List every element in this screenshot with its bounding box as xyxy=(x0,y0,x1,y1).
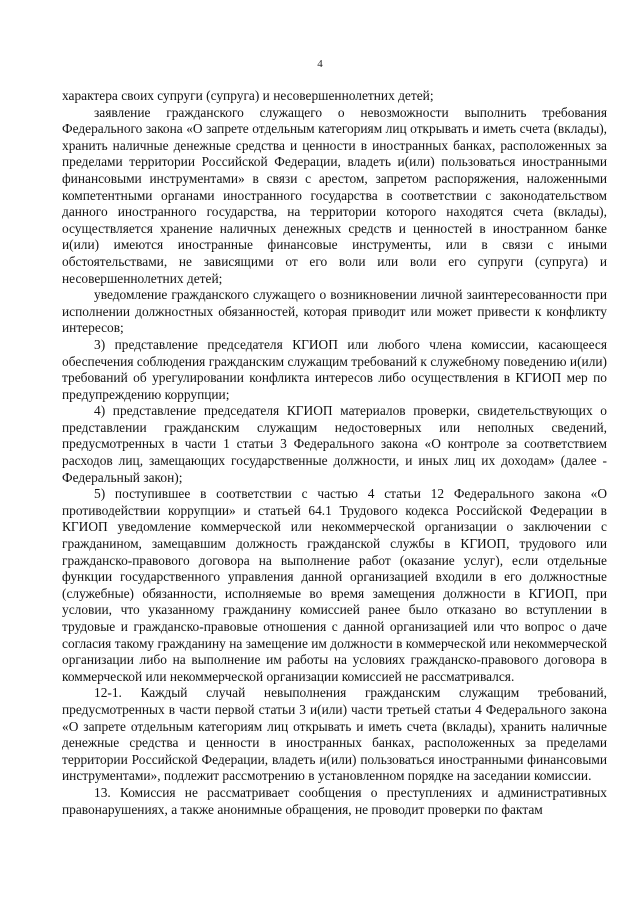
paragraph-item-3: 3) представление председателя КГИОП или любого члена комиссии, касающееся обеспечения соблюдения гражданским служащим требований к служебному поведению и(или) требований об урегулировании конфликта интересов либо осуществления в КГИОП мер по предупреждению коррупции; xyxy=(62,336,607,402)
paragraph-item-4: 4) представление председателя КГИОП материалов проверки, свидетельствующих о представлении гражданским служащим недостоверных или неполных сведений, предусмотренных в части 1 статьи 3 Федерального закона «О контроле за соответствием расходов лиц, замещающих государственные должности, и иных лиц их доходам» (далее - Федеральный закон); xyxy=(62,403,607,485)
paragraph-continuation: характера своих супруги (супруга) и несовершеннолетних детей; xyxy=(62,88,434,103)
paragraph-conflict-of-interest-notice: уведомление гражданского служащего о возникновении личной заинтересованности при исполнении должностных обязанностей, которая приводит или может привести к конфликту интересов; xyxy=(62,287,607,336)
paragraph-statement-foreign-accounts: заявление гражданского служащего о невозможности выполнить требования Федерального закона «О запрете отдельным категориям лиц открывать и иметь счета (вклады), хранить наличные денежные средства и ценности в иностранных банках, расположенных за пределами территории Российской Федерации, владеть и(или) пользоваться иностранными финансовыми инструментами» в связи с арестом, запретом распоряжения, наложенными компетентными органами иностранного государства в соответствии с законодательством данного иностранного государства, на территории которого находятся счета (вклады), осуществляется хранение наличных денежных средств и ценностей в иностранном банке и(или) имеются иностранные финансовые инструменты, или в связи с иными обстоятельствами, не зависящими от его воли или воли его супруги (супруга) и несовершеннолетних детей; xyxy=(62,104,607,286)
document-body xyxy=(62,88,607,818)
paragraph-section-12-1: 12-1. Каждый случай невыполнения гражданским служащим требований, предусмотренных в части первой статьи 3 и(или) части третьей статьи 4 Федерального закона «О запрете отдельным категориям лиц открывать и иметь счета (вклады), хранить наличные денежные средства и ценности в иностранных банках, расположенных за пределами территории Российской Федерации, владеть и(или) пользоваться иностранными финансовыми инструментами», подлежит рассмотрению в установленном порядке на заседании комиссии. xyxy=(62,685,607,784)
paragraph-item-5: 5) поступившее в соответствии с частью 4 статьи 12 Федерального закона «О противодействии коррупции» и статьей 64.1 Трудового кодекса Российской Федерации в КГИОП уведомление коммерческой или некоммерческой организации о заключении с гражданином, замещавшим должность гражданской службы в КГИОП, трудового или гражданско-правового договора на выполнение работ (оказание услуг), если отдельные функции государственного управления данной организацией входили в его должностные (служебные) обязанности, исполняемые во время замещения должности в КГИОП, при условии, что указанному гражданину комиссией ранее было отказано во вступлении в трудовые и гражданско-правовые отношения с данной организацией или что вопрос о даче согласия такому гражданину на замещение им должности в коммерческой или некоммерческой организации либо на выполнение им работы на условиях гражданско-правового договора в коммерческой или некоммерческой организации комиссией не рассматривался. xyxy=(62,486,607,684)
paragraph-section-13: 13. Комиссия не рассматривает сообщения о преступлениях и административных правонарушениях, а также анонимные обращения, не проводит проверки по фактам xyxy=(62,784,607,817)
page-number: 4 xyxy=(317,58,323,70)
